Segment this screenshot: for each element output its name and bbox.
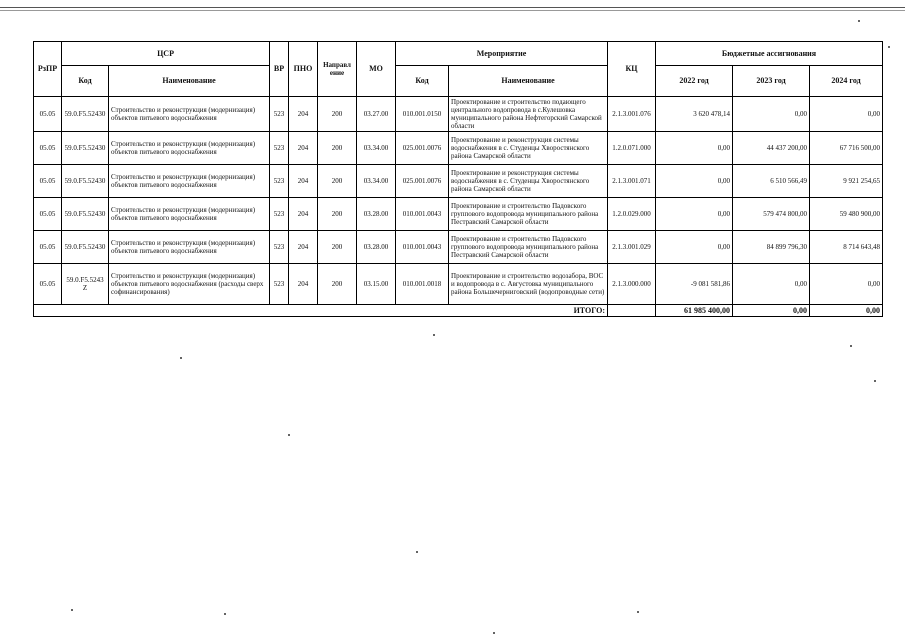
table-row: [34, 132, 883, 165]
cell-2024: 59 480 900,00: [810, 198, 883, 231]
cell-mo: 03.28.00: [357, 198, 396, 231]
header-event: Мероприятие: [396, 42, 608, 66]
cell-mo: 03.28.00: [357, 231, 396, 264]
cell-2022: 3 620 478,14: [656, 97, 733, 132]
cell-event-name: Проектирование и реконструкция системы водоснабжения в с. Студенцы Хворостянского района Самарской области: [449, 132, 608, 165]
cell-rzpr: 05.05: [34, 165, 62, 198]
scan-speck: [858, 20, 860, 22]
cell-event-code: 010.001.0018: [396, 264, 449, 305]
scan-speck: [888, 46, 890, 48]
cell-event-code: 010.001.0150: [396, 97, 449, 132]
cell-event-name: Проектирование и строительство водозабора, ВОС и водопровода в с. Августовка муниципального района Большечерниговский (водопроводные сети): [449, 264, 608, 305]
total-row: [34, 305, 883, 317]
cell-2022: 0,00: [656, 132, 733, 165]
cell-csr-name: Строительство и реконструкция (модернизация) объектов питьевого водоснабжения: [109, 165, 270, 198]
header-year-2022: 2022 год: [656, 66, 733, 97]
header-vr: ВР: [270, 42, 289, 97]
cell-csr-name: Строительство и реконструкция (модернизация) объектов питьевого водоснабжения: [109, 231, 270, 264]
scan-speck: [416, 551, 418, 553]
cell-2024: 9 921 254,65: [810, 165, 883, 198]
cell-direction: 200: [318, 165, 357, 198]
cell-kc: 2.1.3.001.076: [608, 97, 656, 132]
header-csr-name: Наименование: [109, 66, 270, 97]
scan-speck: [288, 434, 290, 436]
cell-rzpr: 05.05: [34, 198, 62, 231]
cell-csr-code: 59.0.F5.52430: [62, 231, 109, 264]
cell-mo: 03.34.00: [357, 165, 396, 198]
header-year-2023: 2023 год: [733, 66, 810, 97]
cell-direction: 200: [318, 231, 357, 264]
cell-csr-name: Строительство и реконструкция (модернизация) объектов питьевого водоснабжения: [109, 97, 270, 132]
cell-2024: 8 714 643,48: [810, 231, 883, 264]
cell-vr: 523: [270, 231, 289, 264]
cell-vr: 523: [270, 97, 289, 132]
cell-event-name: Проектирование и строительство подающего центрального водопровода в с.Кулешовка муниципального района Нефтегорский Самарской области: [449, 97, 608, 132]
cell-event-name: Проектирование и реконструкция системы водоснабжения в с. Студенцы Хворостянского района Самарской области: [449, 165, 608, 198]
cell-csr-code: 59.0.F5.5243 Z: [62, 264, 109, 305]
cell-direction: 200: [318, 132, 357, 165]
cell-vr: 523: [270, 198, 289, 231]
cell-pno: 204: [289, 165, 318, 198]
cell-2024: 0,00: [810, 97, 883, 132]
cell-event-name: Проектирование и строительство Падовского группового водопровода муниципального района Пестравский Самарской области: [449, 231, 608, 264]
cell-csr-code: 59.0.F5.52430: [62, 132, 109, 165]
header-rzpr: РзПР: [34, 42, 62, 97]
cell-pno: 204: [289, 198, 318, 231]
cell-event-code: 010.001.0043: [396, 198, 449, 231]
cell-2024: 67 716 500,00: [810, 132, 883, 165]
cell-2022: -9 081 581,86: [656, 264, 733, 305]
total-spacer: [608, 305, 656, 317]
scan-speck: [874, 380, 876, 382]
cell-kc: 1.2.0.071.000: [608, 132, 656, 165]
scan-speck: [180, 357, 182, 359]
header-year-2024: 2024 год: [810, 66, 883, 97]
cell-event-name: Проектирование и строительство Падовского группового водопровода муниципального района Пестравский Самарской области: [449, 198, 608, 231]
scan-speck: [493, 632, 495, 634]
scan-speck: [433, 334, 435, 336]
cell-rzpr: 05.05: [34, 231, 62, 264]
cell-pno: 204: [289, 264, 318, 305]
cell-kc: 2.1.3.001.071: [608, 165, 656, 198]
cell-csr-code: 59.0.F5.52430: [62, 165, 109, 198]
cell-csr-code: 59.0.F5.52430: [62, 97, 109, 132]
cell-mo: 03.15.00: [357, 264, 396, 305]
scan-speck: [224, 613, 226, 615]
cell-csr-name: Строительство и реконструкция (модернизация) объектов питьевого водоснабжения: [109, 132, 270, 165]
cell-csr-code: 59.0.F5.52430: [62, 198, 109, 231]
table-row: [34, 198, 883, 231]
header-event-name: Наименование: [449, 66, 608, 97]
scan-speck: [71, 609, 73, 611]
cell-2023: 44 437 200,00: [733, 132, 810, 165]
header-direction: Направл ение: [318, 42, 357, 97]
cell-kc: 1.2.0.029.000: [608, 198, 656, 231]
cell-direction: 200: [318, 97, 357, 132]
total-2024: 0,00: [810, 305, 883, 317]
cell-csr-name: Строительство и реконструкция (модернизация) объектов питьевого водоснабжения (расходы сверх софинансирования): [109, 264, 270, 305]
cell-2023: 84 899 796,30: [733, 231, 810, 264]
budget-allocation-table: [33, 41, 883, 317]
cell-kc: 2.1.3.000.000: [608, 264, 656, 305]
cell-kc: 2.1.3.001.029: [608, 231, 656, 264]
header-mo: МО: [357, 42, 396, 97]
table-row: [34, 264, 883, 305]
scan-top-line-2: [0, 10, 905, 11]
cell-mo: 03.27.00: [357, 97, 396, 132]
cell-vr: 523: [270, 165, 289, 198]
cell-mo: 03.34.00: [357, 132, 396, 165]
cell-rzpr: 05.05: [34, 132, 62, 165]
scan-top-line: [0, 7, 905, 8]
table-row: [34, 231, 883, 264]
cell-rzpr: 05.05: [34, 264, 62, 305]
cell-event-code: 025.001.0076: [396, 165, 449, 198]
cell-pno: 204: [289, 97, 318, 132]
cell-2023: 0,00: [733, 264, 810, 305]
cell-rzpr: 05.05: [34, 97, 62, 132]
total-2023: 0,00: [733, 305, 810, 317]
scan-speck: [850, 345, 852, 347]
cell-direction: 200: [318, 264, 357, 305]
cell-vr: 523: [270, 264, 289, 305]
cell-event-code: 010.001.0043: [396, 231, 449, 264]
cell-2023: 6 510 566,49: [733, 165, 810, 198]
cell-2022: 0,00: [656, 231, 733, 264]
cell-csr-name: Строительство и реконструкция (модернизация) объектов питьевого водоснабжения: [109, 198, 270, 231]
scan-speck: [637, 611, 639, 613]
cell-pno: 204: [289, 132, 318, 165]
cell-vr: 523: [270, 132, 289, 165]
cell-2023: 0,00: [733, 97, 810, 132]
cell-pno: 204: [289, 231, 318, 264]
cell-2023: 579 474 800,00: [733, 198, 810, 231]
table-row: [34, 165, 883, 198]
total-label: ИТОГО:: [34, 305, 608, 317]
cell-2022: 0,00: [656, 198, 733, 231]
total-2022: 61 985 400,00: [656, 305, 733, 317]
header-pno: ПНО: [289, 42, 318, 97]
header-budget: Бюджетные ассигнования: [656, 42, 883, 66]
cell-2024: 0,00: [810, 264, 883, 305]
table-row: [34, 97, 883, 132]
header-event-code: Код: [396, 66, 449, 97]
cell-2022: 0,00: [656, 165, 733, 198]
header-csr-code: Код: [62, 66, 109, 97]
header-csr: ЦСР: [62, 42, 270, 66]
header-kc: КЦ: [608, 42, 656, 97]
cell-direction: 200: [318, 198, 357, 231]
cell-event-code: 025.001.0076: [396, 132, 449, 165]
